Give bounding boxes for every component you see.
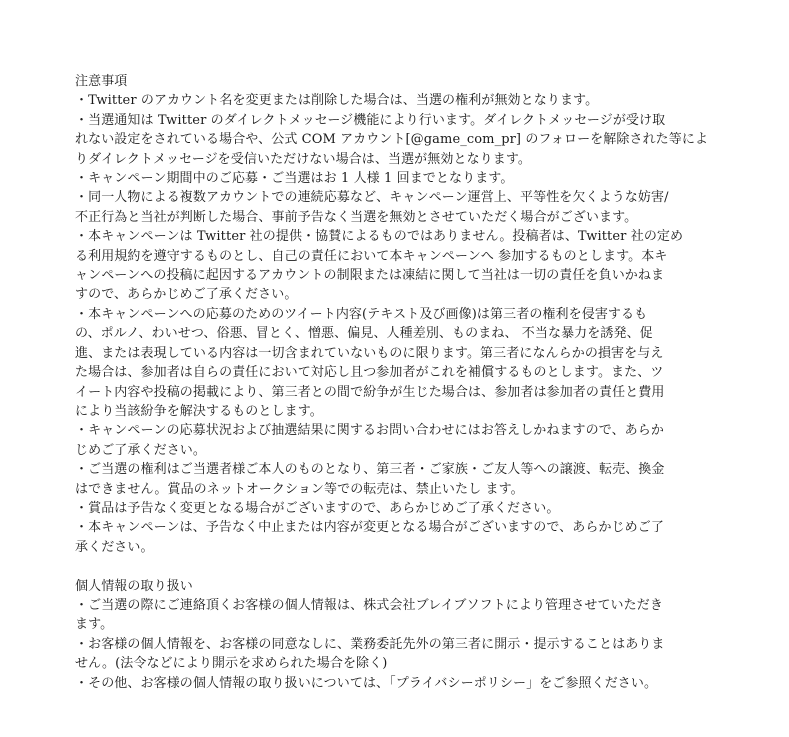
notes-item — [75, 460, 715, 499]
notes-item-line: ャンペーンへの投稿に起因するアカウントの制限または凍結に関して当社は一切の責任を負いかねま — [75, 268, 665, 284]
privacy-item-line: ・ご当選の際にご連絡頂くお客様の個人情報は、株式会社ブレイブソフトにより管理させていただき — [75, 597, 663, 613]
notes-item-line: イート内容や投稿の掲載により、第三者との間で紛争が生じた場合は、参加者は参加者の責任と費用 — [75, 384, 665, 400]
notes-item-line: ・同一人物による複数アカウントでの連続応募など、キャンペーン運営上、平等性を欠くような妨害/ — [75, 190, 669, 206]
notes-item-line: ・キャンペーン期間中のご応募・ご当選はお 1 人様 1 回までとなります。 — [75, 171, 514, 187]
notes-item-line: 不正行為と当社が判断した場合、事前予告なく当選を無効とさせていただく場合がございます。 — [75, 209, 638, 225]
privacy-title: 個人情報の取り扱い — [75, 578, 193, 594]
notes-item-line: じめご了承ください。 — [75, 442, 207, 458]
notes-item-line: ・本キャンペーンへの応募のためのツイート内容(テキスト及び画像)は第三者の権利を侵害するも — [75, 306, 648, 322]
notes-item-line: 進、または表現している内容は一切含まれていないものに限ります。第三者になんらかの損害を与え — [75, 345, 664, 361]
notes-item-line: ・賞品は予告なく変更となる場合がございますので、あらかじめご了承ください。 — [75, 500, 560, 516]
notes-item-line: ・本キャンペーンは Twitter 社の提供・協賛によるものではありません。投稿者は、Twitter 社の定め — [75, 229, 684, 245]
notes-item — [75, 518, 715, 557]
privacy-item-line: ・お客様の個人情報を、お客様の同意なしに、業務委託先外の第三者に開示・提示することはありま — [75, 636, 665, 652]
notes-item — [75, 499, 715, 518]
notes-item — [75, 91, 715, 110]
notes-title: 注意事項 — [75, 74, 128, 89]
privacy-section — [75, 577, 715, 693]
notes-item-line: ・当選通知は Twitter のダイレクトメッセージ機能により行います。ダイレクトメッセージが受け取 — [75, 112, 666, 128]
notes-item-line: ・Twitter のアカウント名を変更または削除した場合は、当選の権利が無効となります。 — [75, 93, 599, 109]
privacy-item — [75, 596, 715, 635]
notes-item — [75, 305, 715, 421]
notes-item-line: ・ご当選の権利はご当選者様ご本人のものとなり、第三者・ご家族・ご友人等への譲渡、転売、換金 — [75, 462, 665, 478]
notes-item-line: すので、あらかじめご了承ください。 — [75, 287, 298, 303]
notes-item — [75, 421, 715, 460]
notes-item-line: る利用規約を遵守するものとし、自己の責任において本キャンペーンへ 参加するものとします。本キ — [75, 248, 668, 264]
privacy-item — [75, 635, 715, 674]
notes-item-line: ・キャンペーンの応募状況および抽選結果に関するお問い合わせにはお答えしかねますので、あらか — [75, 423, 664, 439]
notes-list — [75, 91, 715, 557]
privacy-list — [75, 596, 715, 693]
notes-section — [75, 72, 715, 557]
notes-item-line: りダイレクトメッセージを受信いただけない場合は、当選が無効となります。 — [75, 151, 532, 167]
terms-document — [75, 72, 715, 693]
notes-item-line: により当該紛争を解決するものとします。 — [75, 403, 323, 419]
privacy-item-line: せん。(法令などにより開示を求められた場合を除く) — [75, 656, 388, 672]
notes-item — [75, 169, 715, 188]
privacy-item-line: ・その他、お客様の個人情報の取り扱いについては、「プライバシーポリシー」をご参照ください。 — [75, 675, 658, 691]
notes-item-line: の、ポルノ、わいせつ、俗悪、冒とく、憎悪、偏見、人種差別、ものまね、 不当な暴力を誘発、促 — [75, 326, 653, 342]
privacy-item — [75, 674, 715, 693]
notes-item — [75, 111, 715, 169]
notes-item-line: はできません。賞品のネットオークション等での転売は、禁止いたし ます。 — [75, 481, 524, 497]
notes-item-line: 承ください。 — [75, 539, 154, 555]
privacy-item-line: ます。 — [75, 617, 114, 633]
notes-item-line: れない設定をされている場合や、公式 COM アカウント[@game_com_pr] のフォローを解除された等によ — [75, 132, 709, 148]
notes-item-line: ・本キャンペーンは、予告なく中止または内容が変更となる場合がございますので、あらかじめご了 — [75, 520, 664, 536]
notes-item — [75, 227, 715, 305]
section-spacer — [75, 557, 715, 576]
notes-item — [75, 188, 715, 227]
notes-item-line: た場合は、参加者は自らの責任において対応し且つ参加者がこれを補償するものとします。また、ツ — [75, 365, 664, 381]
